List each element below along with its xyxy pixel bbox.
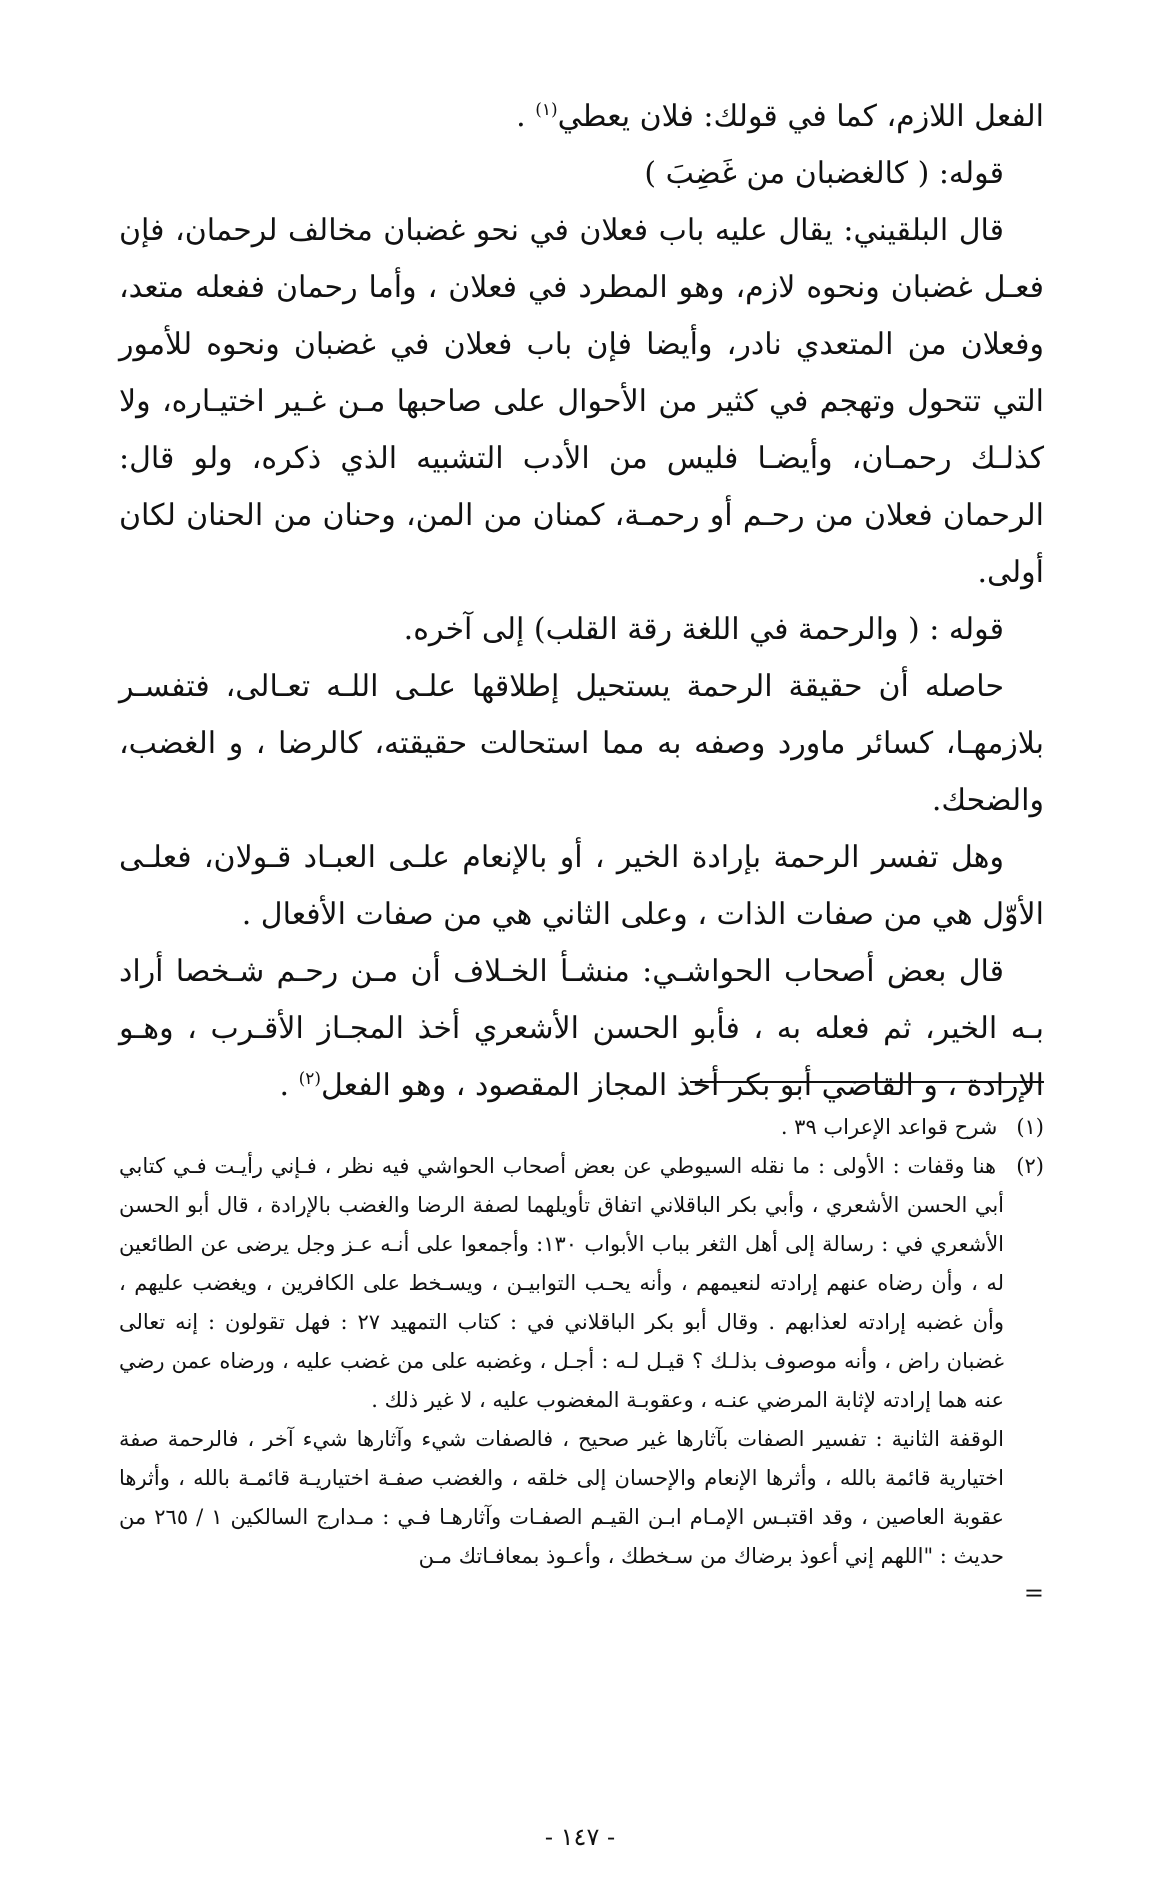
footnote-ref-2[interactable]: (٢) [298, 1069, 322, 1089]
footnote-number: (١) [1016, 1115, 1044, 1139]
footnote-number: (٢) [1016, 1154, 1044, 1178]
footnote-separator [690, 1081, 1044, 1083]
paragraph: قال البلقيني: يقال عليه باب فعلان في نحو غضبان مخالف لرحمان، فإن فعـل غضبان ونحوه لازم، وهو المطرد في فعلان ، وأما رحمان ففعله متعد، وفعلان من المتعدي نادر، وأيضا فإن باب فعلان في غضبان ونحوه للأمور التي تتحول وتهجم في كثير من الأحوال على صاحبها مـن غـير اختيـاره، ولا كذلـك رحمـان، وأيضـا فليس من الأدب التشبيه الذي ذكره، ولو قال: الرحمان فعلان من رحـم أو رحمـة، كمنان من المن، وحنان من الحنان لكان أولى. [119, 213, 1044, 590]
continuation-mark: = [1023, 1579, 1044, 1607]
paragraph: حاصله أن حقيقة الرحمة يستحيل إطلاقها علـى اللـه تعـالى، فتفسـر بلازمهـا، كسائر ماورد وصفه به مما استحالت حقيقته، كالرضا ، و الغضب، والضحك. [119, 669, 1044, 818]
footnote-ref-1[interactable]: (١) [535, 100, 558, 120]
footnote-2: (٢) هنا وقفات : الأولى : ما نقله السيوطي عن بعض أصحاب الحواشي فيه نظر ، فـإني رأيـت فـي كتابي أبي الحسن الأشعري ، وأبي بكر الباقلاني اتفاق تأويلهما لصفة الرضا والغضب بالإرادة ، قال أبو الحسن الأشعري في : رسالة إلى أهل الثغر بباب الأبواب ١٣٠: وأجمعوا على أنـه عـز وجل يرضى عن الطائعين له ، وأن رضاه عنهم إرادته لنعيمهم ، وأنه يحـب التوابيـن ، ويسـخط على الكافرين ، ويغضب عليهم ، وأن غضبه إرادته لعذابهم . وقال أبو بكر الباقلاني في : كتاب التمهيد ٢٧ : فهل تقولون : إنه تعالى غضبان راض ، وأنه موصوف بذلـك ؟ قيـل لـه : أجـل ، وغضبه على من غضب عليه ، ورضاه عمن رضي عنه هما إرادته لإثابة المرضي عنـه ، وعقوبـة المغضوب عليه ، لا غير ذلك . [119, 1147, 1044, 1420]
paragraph: الفعل اللازم، كما في قولك: فلان يعطي$^{(١)}$ . [516, 99, 1044, 134]
page-number: - ١٤٧ - [544, 1823, 616, 1851]
footnotes [119, 1108, 1044, 1608]
paragraph: قال بعض أصحاب الحواشـي: منشـأ الخـلاف أن مـن رحـم شـخصا أراد بـه الخير، ثم فعله به ، فأبو الحسن الأشعري أخذ المجـاز الأقـرب ، وهـو الإرادة ، و القاضي أبو بكر أخذ المجاز المقصود ، وهو الفعل$^{(٢)}$ . [119, 954, 1044, 1103]
quote-heading: قوله: ( كالغضبان من غَضِبَ ) [644, 156, 1004, 191]
quote-heading: قوله : ( والرحمة في اللغة رقة القلب) إلى آخره. [403, 612, 1004, 647]
main-text [119, 88, 1044, 1114]
footnote-1: (١) شرح قواعد الإعراب ٣٩ . [119, 1108, 1044, 1147]
footnote-2-continued: الوقفة الثانية : تفسير الصفات بآثارها غير صحيح ، فالصفات شيء وآثارها شيء آخر ، فالرحمة صفة اختيارية قائمة بالله ، وأثرها الإنعام والإحسان إلى خلقه ، والغضب صفـة اختياريـة قائمـة بالله ، وأثرها عقوبة العاصين ، وقد اقتبـس الإمـام ابـن القيـم الصفـات وآثارهـا فـي : مـدارج السالكين ١ / ٢٦٥ من حديث : "اللهم إني أعوذ برضاك من سـخطك ، وأعـوذ بمعافـاتك مـن [119, 1427, 1004, 1568]
paragraph: وهل تفسر الرحمة بإرادة الخير ، أو بالإنعام علـى العبـاد قـولان، فعلـى الأوّل هي من صفات الذات ، وعلى الثاني هي من صفات الأفعال . [119, 840, 1044, 932]
